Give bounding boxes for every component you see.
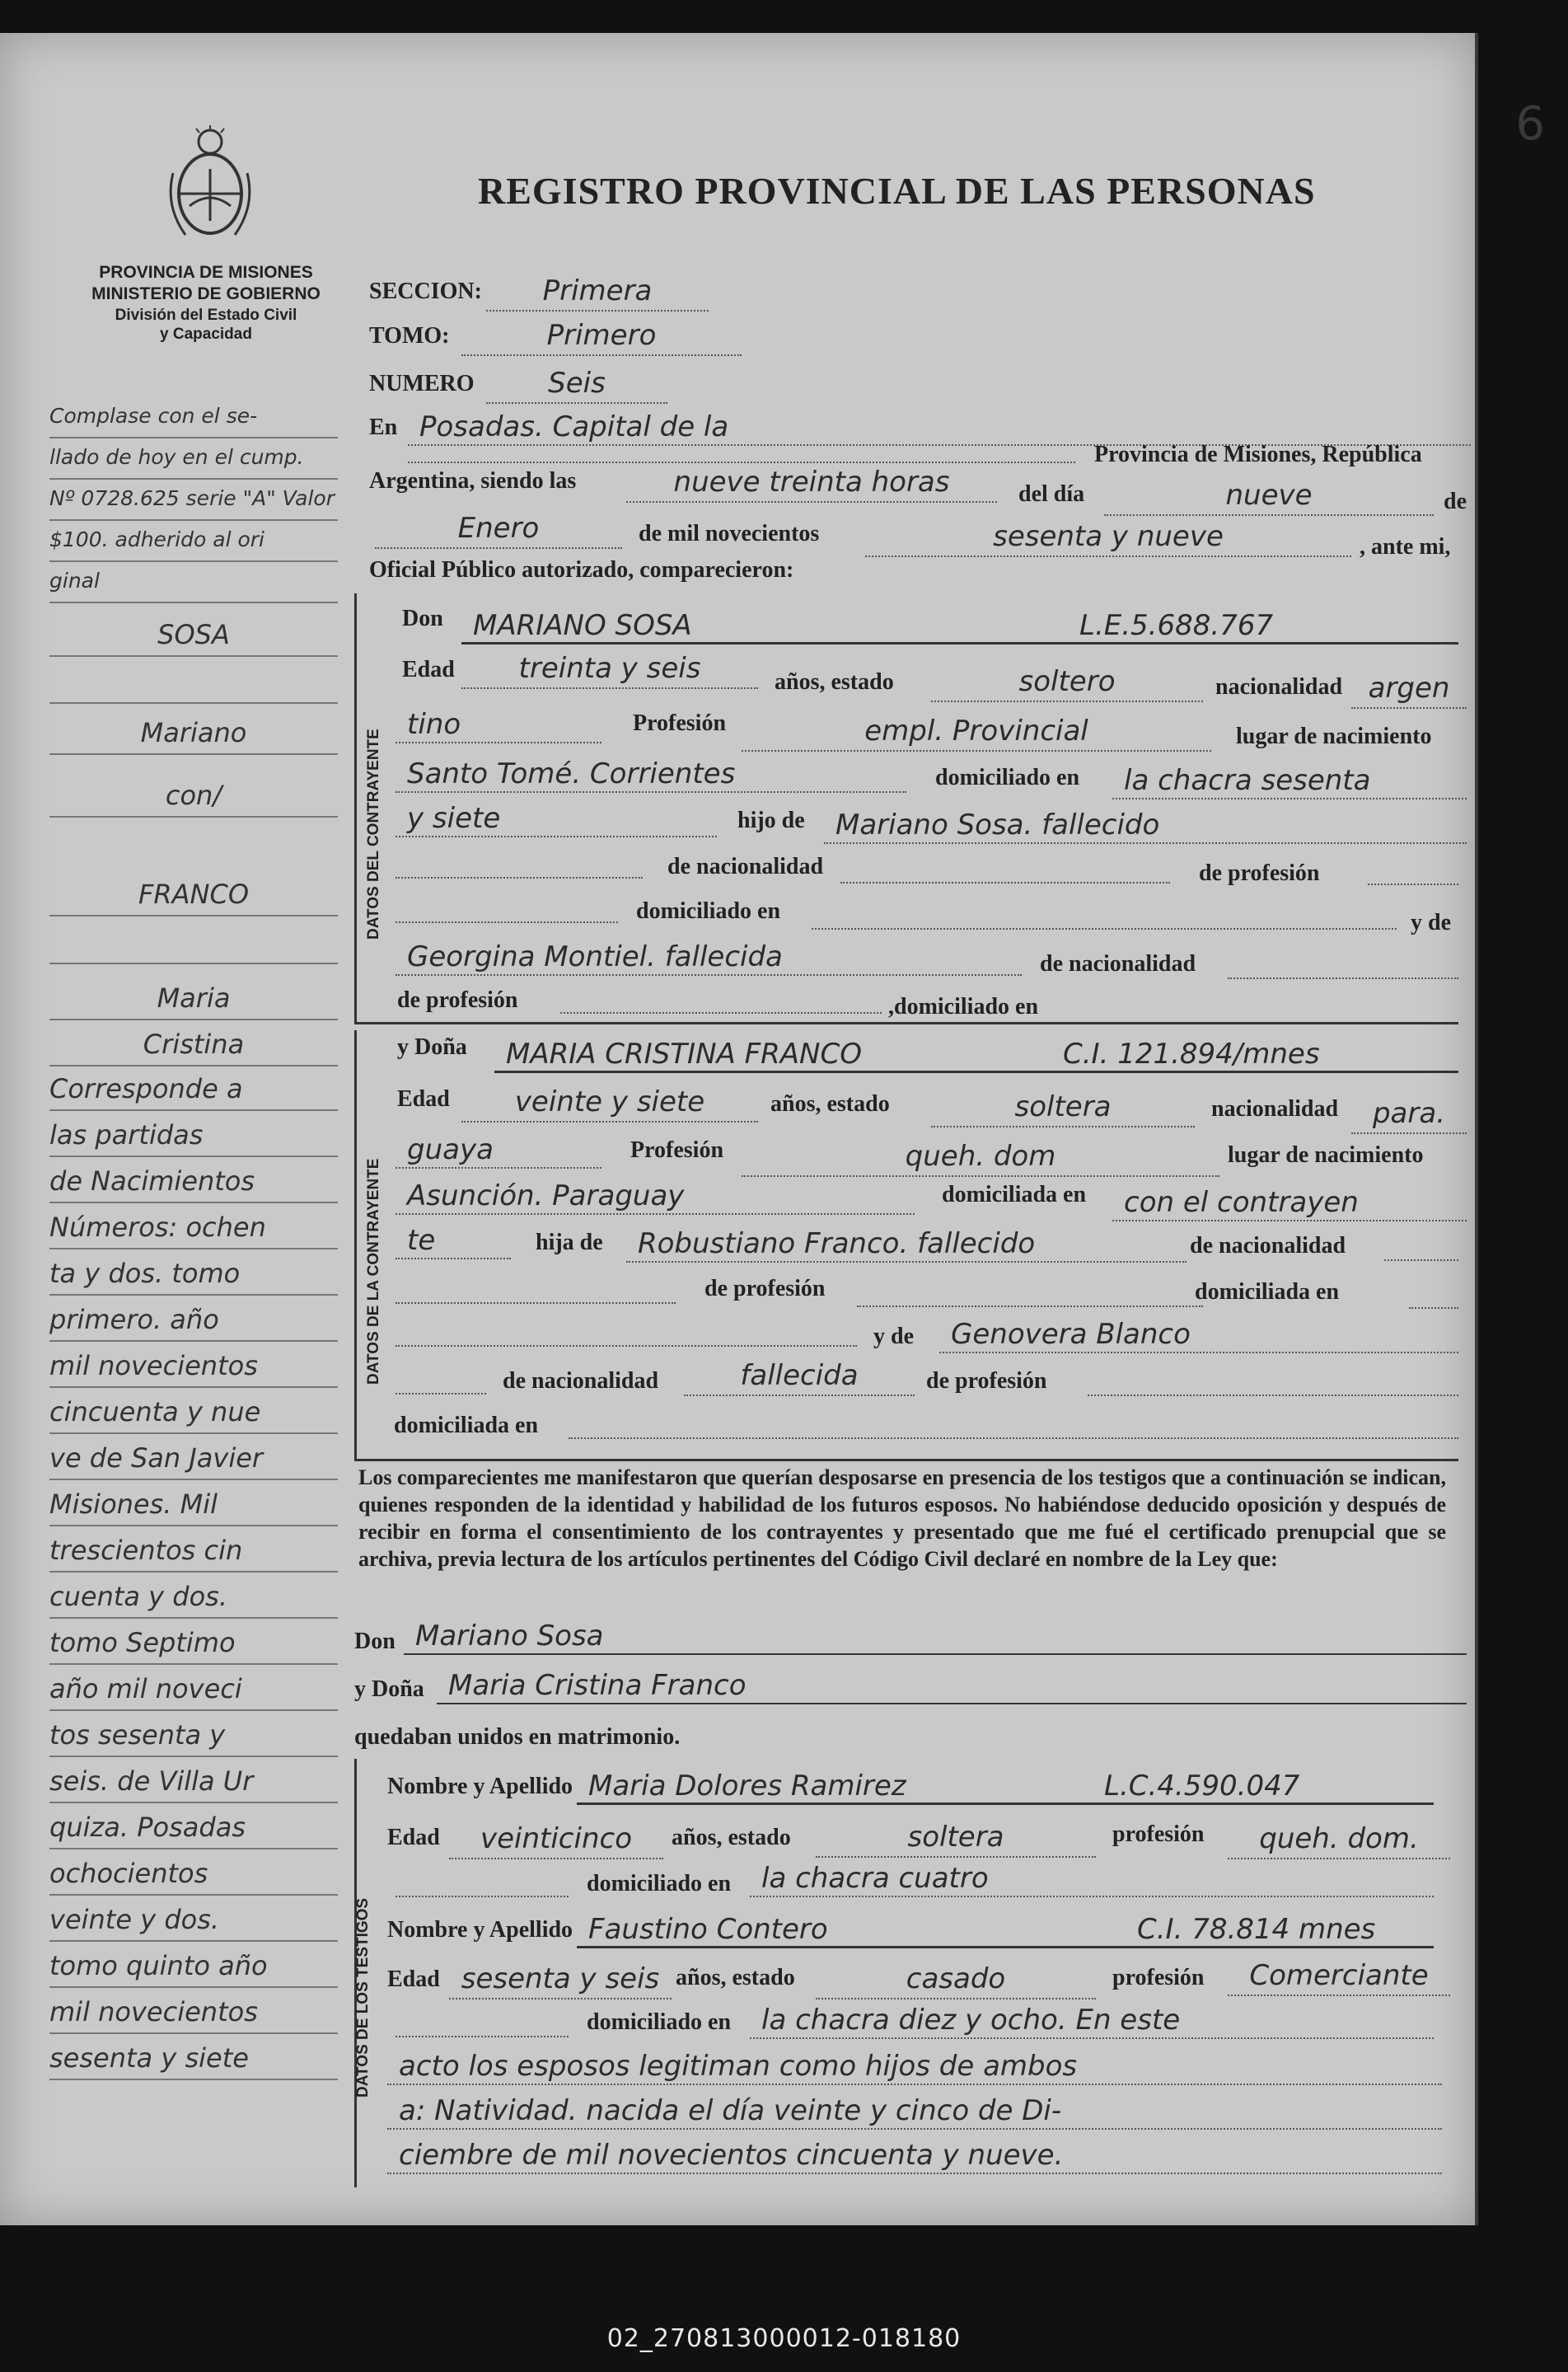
w1-estado-label: años, estado <box>672 1825 791 1850</box>
bride-name <box>494 1037 1458 1073</box>
margin-note-line: mil novecientos <box>49 1345 338 1388</box>
groom-name-text: MARIANO SOSA <box>473 609 692 642</box>
groom-edad-label: Edad <box>402 657 455 682</box>
tomo-label: TOMO: <box>369 323 450 349</box>
bride-hija-label: hija de <box>536 1230 603 1255</box>
w2-prof-label: profesión <box>1112 1965 1205 1990</box>
bride-dom-label: domiciliada en <box>942 1182 1087 1207</box>
office-ministry: MINISTERIO DE GOBIERNO <box>91 284 321 304</box>
bride-de-nac2-label: de nacionalidad <box>503 1368 659 1394</box>
bride-mother-dom-line <box>569 1437 1458 1439</box>
groom-father-prof-line <box>1368 884 1458 885</box>
bride-mother-prof-line <box>1088 1395 1458 1396</box>
w2-dom-pre-line <box>396 2036 569 2037</box>
bride-father-dom-value-line <box>396 1345 857 1347</box>
bride-name-text: MARIA CRISTINA FRANCO <box>506 1038 862 1071</box>
margin-note-line: Nº 0728.625 serie "A" Valor <box>49 478 338 521</box>
w1-nombre-label: Nombre y Apellido <box>387 1774 573 1799</box>
groom-father-nat-value-line <box>840 882 1170 884</box>
margin-note-line <box>49 661 338 704</box>
margin-note-line: llado de hoy en el cump. <box>49 437 338 480</box>
groom-mother-prof-line <box>560 1012 882 1014</box>
bride-father-prof-line <box>857 1306 1203 1307</box>
margin-name-bride-2: Cristina <box>49 1024 338 1066</box>
bride-father: Robustiano Franco. fallecido <box>626 1226 1187 1263</box>
groom-section-bottom <box>354 1022 1458 1024</box>
bride-mother-nat: fallecida <box>684 1358 915 1396</box>
w1-edad-label: Edad <box>387 1825 440 1850</box>
w2-edad-label: Edad <box>387 1967 440 1992</box>
groom-name <box>461 608 1458 645</box>
oficial-text: Oficial Público autorizado, comparecieron: <box>369 557 794 583</box>
bride-dom2-label: domiciliada en <box>1195 1279 1340 1305</box>
w2-doc: C.I. 78.814 mnes <box>1137 1913 1376 1946</box>
declaration-closing: quedaban unidos en matrimonio. <box>354 1724 681 1750</box>
bride-domicile-b: te <box>396 1223 511 1259</box>
margin-note-line: tomo quinto año <box>49 1945 338 1988</box>
groom-section-label: DATOS DEL CONTRAYENTE <box>365 729 382 940</box>
margin-note-line: primero. año <box>49 1299 338 1342</box>
bride-lugar-label: lugar de nacimiento <box>1228 1142 1424 1168</box>
groom-birthplace: Santo Tomé. Corrientes <box>396 757 906 793</box>
margin-note-line: trescientos cin <box>49 1530 338 1573</box>
margin-name-bride-1: Maria <box>49 977 338 1020</box>
margin-note-line: de Nacimientos <box>49 1160 338 1203</box>
w1-name: Maria Dolores Ramirez <box>588 1770 906 1802</box>
bride-mother: Genovera Blanco <box>939 1317 1458 1353</box>
page-title: REGISTRO PROVINCIAL DE LAS PERSONAS <box>478 170 1316 212</box>
margin-note-line: $100. adherido al ori <box>49 519 338 562</box>
declaration-groom: Mariano Sosa <box>404 1619 1467 1655</box>
numero-label: NUMERO <box>369 371 475 396</box>
groom-mother-nat-line <box>1228 977 1458 979</box>
w1-dom-label: domiciliado en <box>587 1871 732 1896</box>
groom-dom3-label: ,domiciliado en <box>888 994 1039 1020</box>
margin-note-line: veinte y dos. <box>49 1899 338 1942</box>
w2-name-field <box>577 1912 1434 1948</box>
bride-domicile-a: con el contrayen <box>1112 1185 1467 1221</box>
margin-note-line: quiza. Posadas <box>49 1807 338 1849</box>
page-number: 6 <box>1515 97 1545 151</box>
margin-con: con/ <box>49 775 338 818</box>
numero-value: Seis <box>486 366 667 404</box>
bride-prof-label: Profesión <box>630 1137 724 1163</box>
issuing-office <box>49 262 363 345</box>
groom-nationality-a: argen <box>1351 671 1467 709</box>
witness-section-label: DATOS DE LOS TESTIGOS <box>354 1897 372 2098</box>
w2-estado-label: años, estado <box>676 1965 795 1990</box>
groom-dom-label: domiciliado en <box>935 765 1080 790</box>
bride-father-nat-line <box>1384 1259 1458 1261</box>
time-value: nueve treinta horas <box>626 465 997 503</box>
groom-doc: L.E.5.688.767 <box>1079 609 1274 642</box>
groom-hijo-label: hijo de <box>737 808 805 833</box>
w1-age: veinticinco <box>449 1821 663 1859</box>
margin-note-line: ta y dos. tomo <box>49 1253 338 1296</box>
province-text: Provincia de Misiones, República <box>1094 442 1422 467</box>
de-label: de <box>1444 489 1467 514</box>
image-identifier: 02_270813000012-018180 <box>606 2324 962 2353</box>
w1-dom-pre-line <box>396 1896 569 1897</box>
w1-name-field <box>577 1769 1434 1805</box>
bride-nationality-b: guaya <box>396 1132 601 1169</box>
w2-name: Faustino Contero <box>588 1913 828 1946</box>
bride-estado-label: años, estado <box>770 1091 890 1117</box>
margin-note-line: sesenta y siete <box>49 2037 338 2080</box>
margin-note-line: Complase con el se- <box>49 396 338 438</box>
bride-mother-nat-line <box>396 1393 486 1395</box>
argentina-text: Argentina, siendo las <box>369 468 577 494</box>
groom-father-nat-line <box>396 877 643 879</box>
bride-dona-label: y Doña <box>397 1034 467 1060</box>
margin-surname-bride: FRANCO <box>49 874 338 916</box>
groom-age: treinta y seis <box>461 651 758 689</box>
bride-section-bottom <box>354 1459 1458 1461</box>
declaration-dona-label: y Doña <box>354 1676 424 1702</box>
groom-prof-label: Profesión <box>633 710 727 736</box>
office-capacity: y Capacidad <box>160 326 252 344</box>
margin-note-line <box>49 921 338 964</box>
groom-nac-label: nacionalidad <box>1215 674 1343 700</box>
groom-domicile-a: la chacra sesenta <box>1112 763 1467 799</box>
office-province: PROVINCIA DE MISIONES <box>99 263 313 282</box>
bride-birthplace: Asunción. Paraguay <box>396 1179 915 1215</box>
bride-nac-label: nacionalidad <box>1211 1096 1339 1122</box>
margin-note-line: Corresponde a <box>49 1068 338 1111</box>
w1-prof-label: profesión <box>1112 1821 1205 1847</box>
groom-de-nac2-label: de nacionalidad <box>1040 951 1196 977</box>
bride-yde-label: y de <box>873 1324 914 1349</box>
margin-surname-groom: SOSA <box>49 614 338 657</box>
day-value: nueve <box>1104 478 1434 516</box>
w2-estado: casado <box>816 1962 1096 1999</box>
seccion-label: SECCION: <box>369 279 482 304</box>
margin-note-line: cuenta y dos. <box>49 1576 338 1619</box>
groom-mother: Georgina Montiel. fallecida <box>396 940 1022 976</box>
bride-edad-label: Edad <box>397 1086 450 1112</box>
groom-de-prof2-label: de profesión <box>397 987 518 1013</box>
place-underline <box>408 462 1075 463</box>
margin-note-line: Misiones. Mil <box>49 1484 338 1526</box>
margin-note-line: Números: ochen <box>49 1207 338 1249</box>
w1-doc: L.C.4.590.047 <box>1104 1770 1300 1802</box>
del-dia-label: del día <box>1018 481 1085 507</box>
margin-note-line: seis. de Villa Ur <box>49 1760 338 1803</box>
office-division: División del Estado Civil <box>115 306 297 324</box>
bride-de-prof-label: de profesión <box>704 1276 826 1301</box>
groom-lugar-label: lugar de nacimiento <box>1236 724 1432 749</box>
month-value: Enero <box>375 511 622 549</box>
bride-doc: C.I. 121.894/mnes <box>1063 1038 1320 1071</box>
groom-de-prof-label: de profesión <box>1199 860 1320 886</box>
w2-profession: Comerciante <box>1228 1958 1450 1996</box>
groom-de-nac-label: de nacionalidad <box>667 854 824 879</box>
bride-estado: soltera <box>931 1090 1195 1127</box>
bride-father-dom-line <box>1409 1307 1458 1309</box>
place-value: Posadas. Capital de la <box>408 410 1471 446</box>
year-value: sesenta y nueve <box>865 519 1351 557</box>
bride-age: veinte y siete <box>461 1085 758 1123</box>
bride-nationality-a: para. <box>1351 1096 1467 1134</box>
bride-section-label: DATOS DE LA CONTRAYENTE <box>365 1158 382 1385</box>
w1-estado: soltera <box>816 1820 1096 1858</box>
margin-note-line: ochocientos <box>49 1853 338 1896</box>
declaration-paragraph: Los comparecientes me manifestaron que querían desposarse en presencia de los testigos que a continuación se indican, quienes responden de la identidad y habilidad de los futuros esposos. No habiéndose deducido oposición y después de recibir en forma el consentimiento de los contrayentes y presentado que me fué el certificado prenupcial que se archiva, previa lectura de los artículos pertinentes del Código Civil declaré en nombre de la Ley que: <box>358 1465 1446 1571</box>
bride-de-nac-label: de nacionalidad <box>1190 1233 1346 1259</box>
seccion-value: Primera <box>486 274 709 312</box>
tomo-value: Primero <box>461 318 742 356</box>
margin-note-line: tos sesenta y <box>49 1714 338 1757</box>
w1-profession: queh. dom. <box>1228 1821 1450 1859</box>
year-label: de mil novecientos <box>639 521 820 546</box>
w2-dom-label: domiciliado en <box>587 2009 732 2035</box>
margin-note-line: año mil noveci <box>49 1668 338 1711</box>
w2-nombre-label: Nombre y Apellido <box>387 1917 573 1943</box>
groom-profession: empl. Provincial <box>742 714 1211 752</box>
bride-profession: queh. dom <box>742 1139 1219 1177</box>
witness-note-line-3: ciembre de mil novecientos cincuenta y nueve. <box>387 2138 1442 2174</box>
coat-of-arms-icon <box>165 124 255 247</box>
groom-yde-label: y de <box>1411 910 1451 935</box>
margin-note-line: cincuenta y nue <box>49 1391 338 1434</box>
en-label: En <box>369 415 398 440</box>
groom-dom2-label: domiciliado en <box>636 898 781 924</box>
margin-note-line: tomo Septimo <box>49 1622 338 1665</box>
groom-nationality-b: tino <box>396 707 601 743</box>
bride-de-prof2-label: de profesión <box>926 1368 1047 1394</box>
w1-domicile: la chacra cuatro <box>750 1861 1434 1897</box>
groom-father-prof-value-line <box>396 921 618 923</box>
declaration-bride: Maria Cristina Franco <box>437 1668 1467 1704</box>
margin-note-line: mil novecientos <box>49 1991 338 2034</box>
margin-note-line: las partidas <box>49 1114 338 1157</box>
groom-father: Mariano Sosa. fallecido <box>824 808 1467 844</box>
ante-label: , ante mi, <box>1360 534 1451 560</box>
bride-dom3-label: domiciliada en <box>394 1413 539 1438</box>
margin-name-groom: Mariano <box>49 712 338 755</box>
witness-note-line-2: a: Natividad. nacida el día veinte y cinco de Di- <box>387 2093 1442 2130</box>
groom-estado: soltero <box>931 664 1203 702</box>
margin-note-line: ve de San Javier <box>49 1437 338 1480</box>
margin-note-line: ginal <box>49 560 338 603</box>
declaration-don-label: Don <box>354 1629 396 1654</box>
bride-father-nat-value-line <box>396 1302 676 1304</box>
w2-domicile: la chacra diez y ocho. En este <box>750 2003 1434 2039</box>
w2-age: sesenta y seis <box>449 1962 672 1999</box>
groom-domicile-b: y siete <box>396 801 717 837</box>
groom-don-label: Don <box>402 606 443 631</box>
witness-note-line-1: acto los esposos legitiman como hijos de ambos <box>387 2049 1442 2085</box>
groom-estado-label: años, estado <box>775 669 894 695</box>
groom-father-dom-line <box>812 928 1397 930</box>
